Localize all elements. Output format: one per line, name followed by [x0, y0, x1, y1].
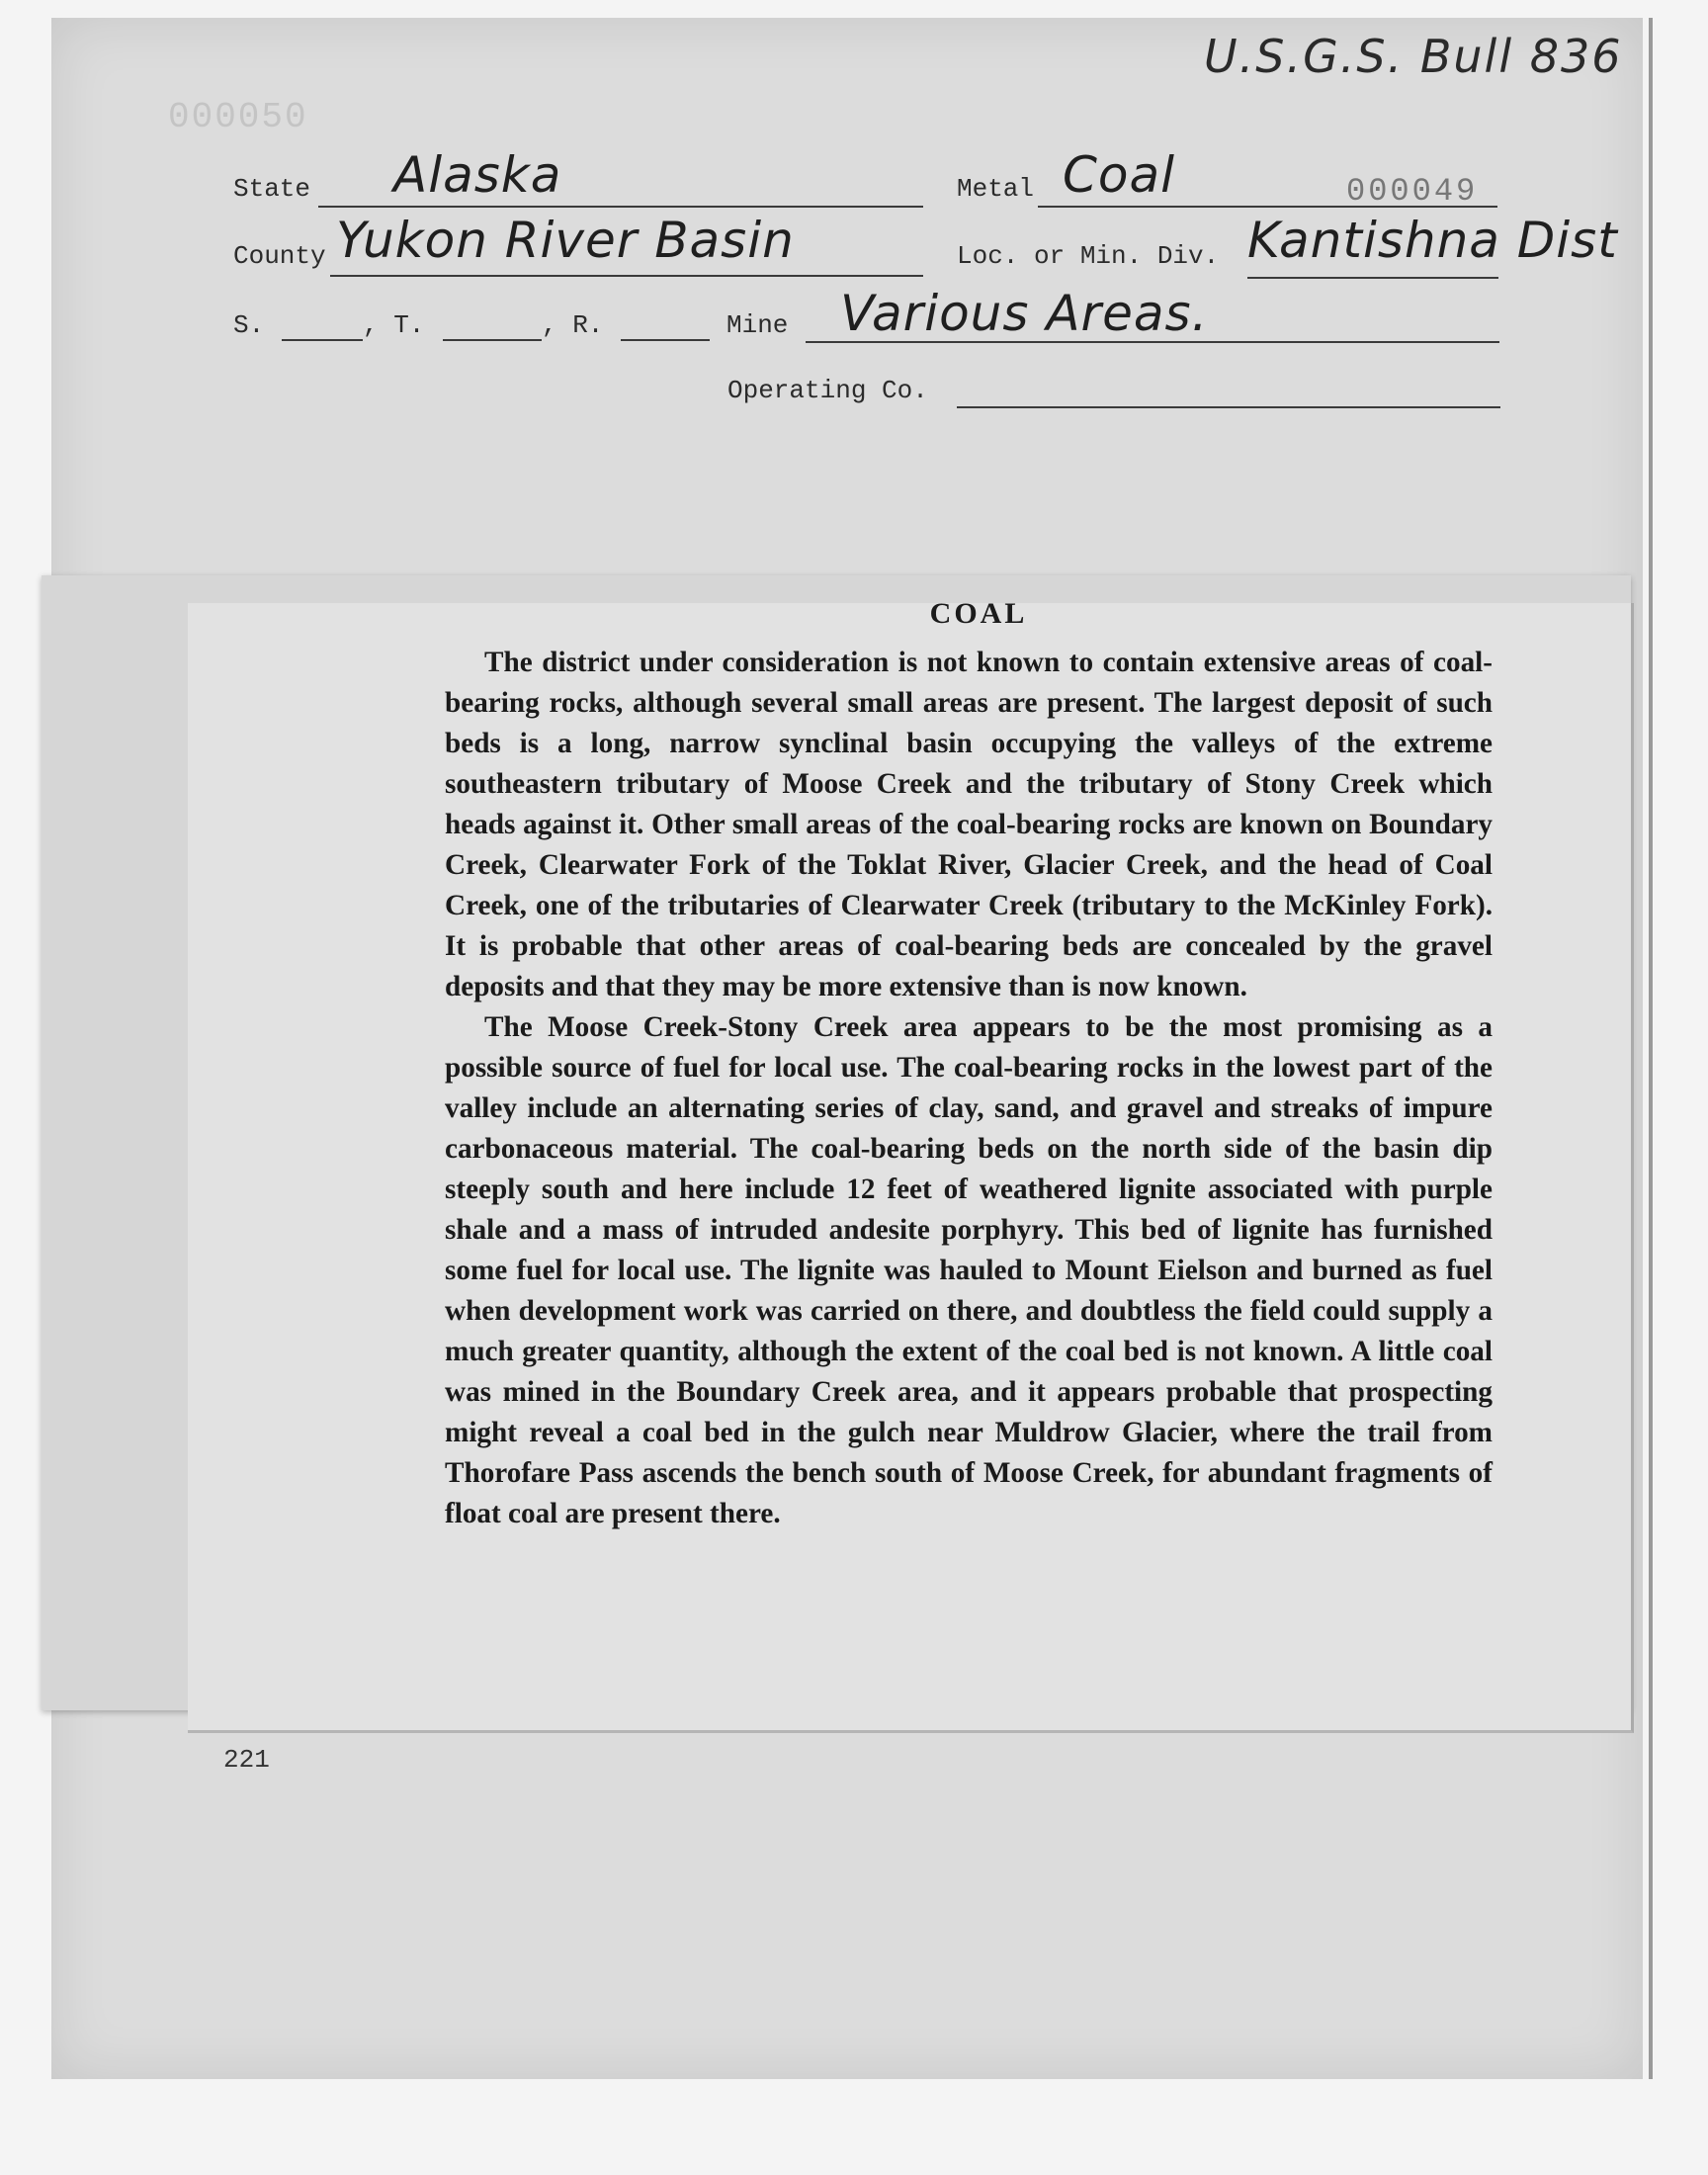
section-label: S.: [233, 310, 265, 340]
paragraph: The district under consideration is not known to contain extensive areas of coal-bearing rocks, although several small areas are present. The largest deposit of such beds is a long, narrow synclinal basin occupying the valleys of the extreme southeastern tributary of Moose Creek and the tributary of Stony Creek which heads against it. Other small areas of the coal-bearing rocks are known on Boundary Creek, Clearwater Fork of the Toklat River, Glacier Creek, and the head of Coal Creek, one of the tributaries of Clearwater Creek (tributary to the McKinley Fork). It is probable that other areas of coal-bearing beds are concealed by the gravel deposits and that they may be more extensive than is now known.: [445, 647, 1493, 1002]
mine-label: Mine: [726, 310, 789, 340]
township-label: , T.: [363, 310, 425, 340]
section-line: [282, 339, 363, 341]
mine-value: Various Areas.: [840, 285, 1209, 342]
county-label: County: [233, 241, 326, 271]
clipping-body: [445, 643, 1493, 1534]
page-number: 221: [223, 1745, 270, 1775]
range-label: , R.: [542, 310, 604, 340]
state-label: State: [233, 174, 311, 204]
loc-value: Kantishna Dist: [1247, 212, 1618, 269]
township-line: [443, 339, 542, 341]
clipping-title: COAL: [929, 597, 1028, 630]
card-edge: [1649, 18, 1653, 2079]
operating-co-line: [957, 406, 1500, 408]
paragraph: The Moose Creek-Stony Creek area appears to be the most promising as a possible source of fuel for local use. The coal-bearing rocks in the lowest part of the valley include an alternating series of clay, sand, and gravel and streaks of impure carbonaceous material. The coal-bearing beds on the north side of the basin dip steeply south and here include 12 feet of weathered lignite associated with purple shale and a mass of intruded andesite porphyry. This bed of lignite has furnished some fuel for local use. The lignite was hauled to Mount Eielson and burned as fuel when development work was carried on there, and doubtless the field could supply a much greater quantity, although the extent of the coal bed is not known. A little coal was mined in the Boundary Creek area, and it appears probable that prospecting might reveal a coal bed in the gulch near Muldrow Glacier, where the trail from Thorofare Pass ascends the bench south of Moose Creek, for abundant fragments of float coal are present there.: [445, 1011, 1493, 1529]
loc-line: [1247, 277, 1498, 279]
handwritten-reference: U.S.G.S. Bull 836: [1204, 30, 1623, 83]
loc-label: Loc. or Min. Div.: [957, 241, 1220, 271]
metal-value: Coal: [1063, 146, 1176, 204]
faint-stamp-number: 000050: [168, 97, 308, 137]
range-line: [621, 339, 710, 341]
state-line: [318, 206, 923, 208]
county-line: [330, 275, 923, 277]
metal-label: Metal: [957, 174, 1035, 204]
operating-co-label: Operating Co.: [727, 376, 928, 405]
county-value: Yukon River Basin: [336, 212, 795, 269]
stamp-number: 000049: [1346, 173, 1479, 210]
state-value: Alaska: [393, 146, 562, 204]
